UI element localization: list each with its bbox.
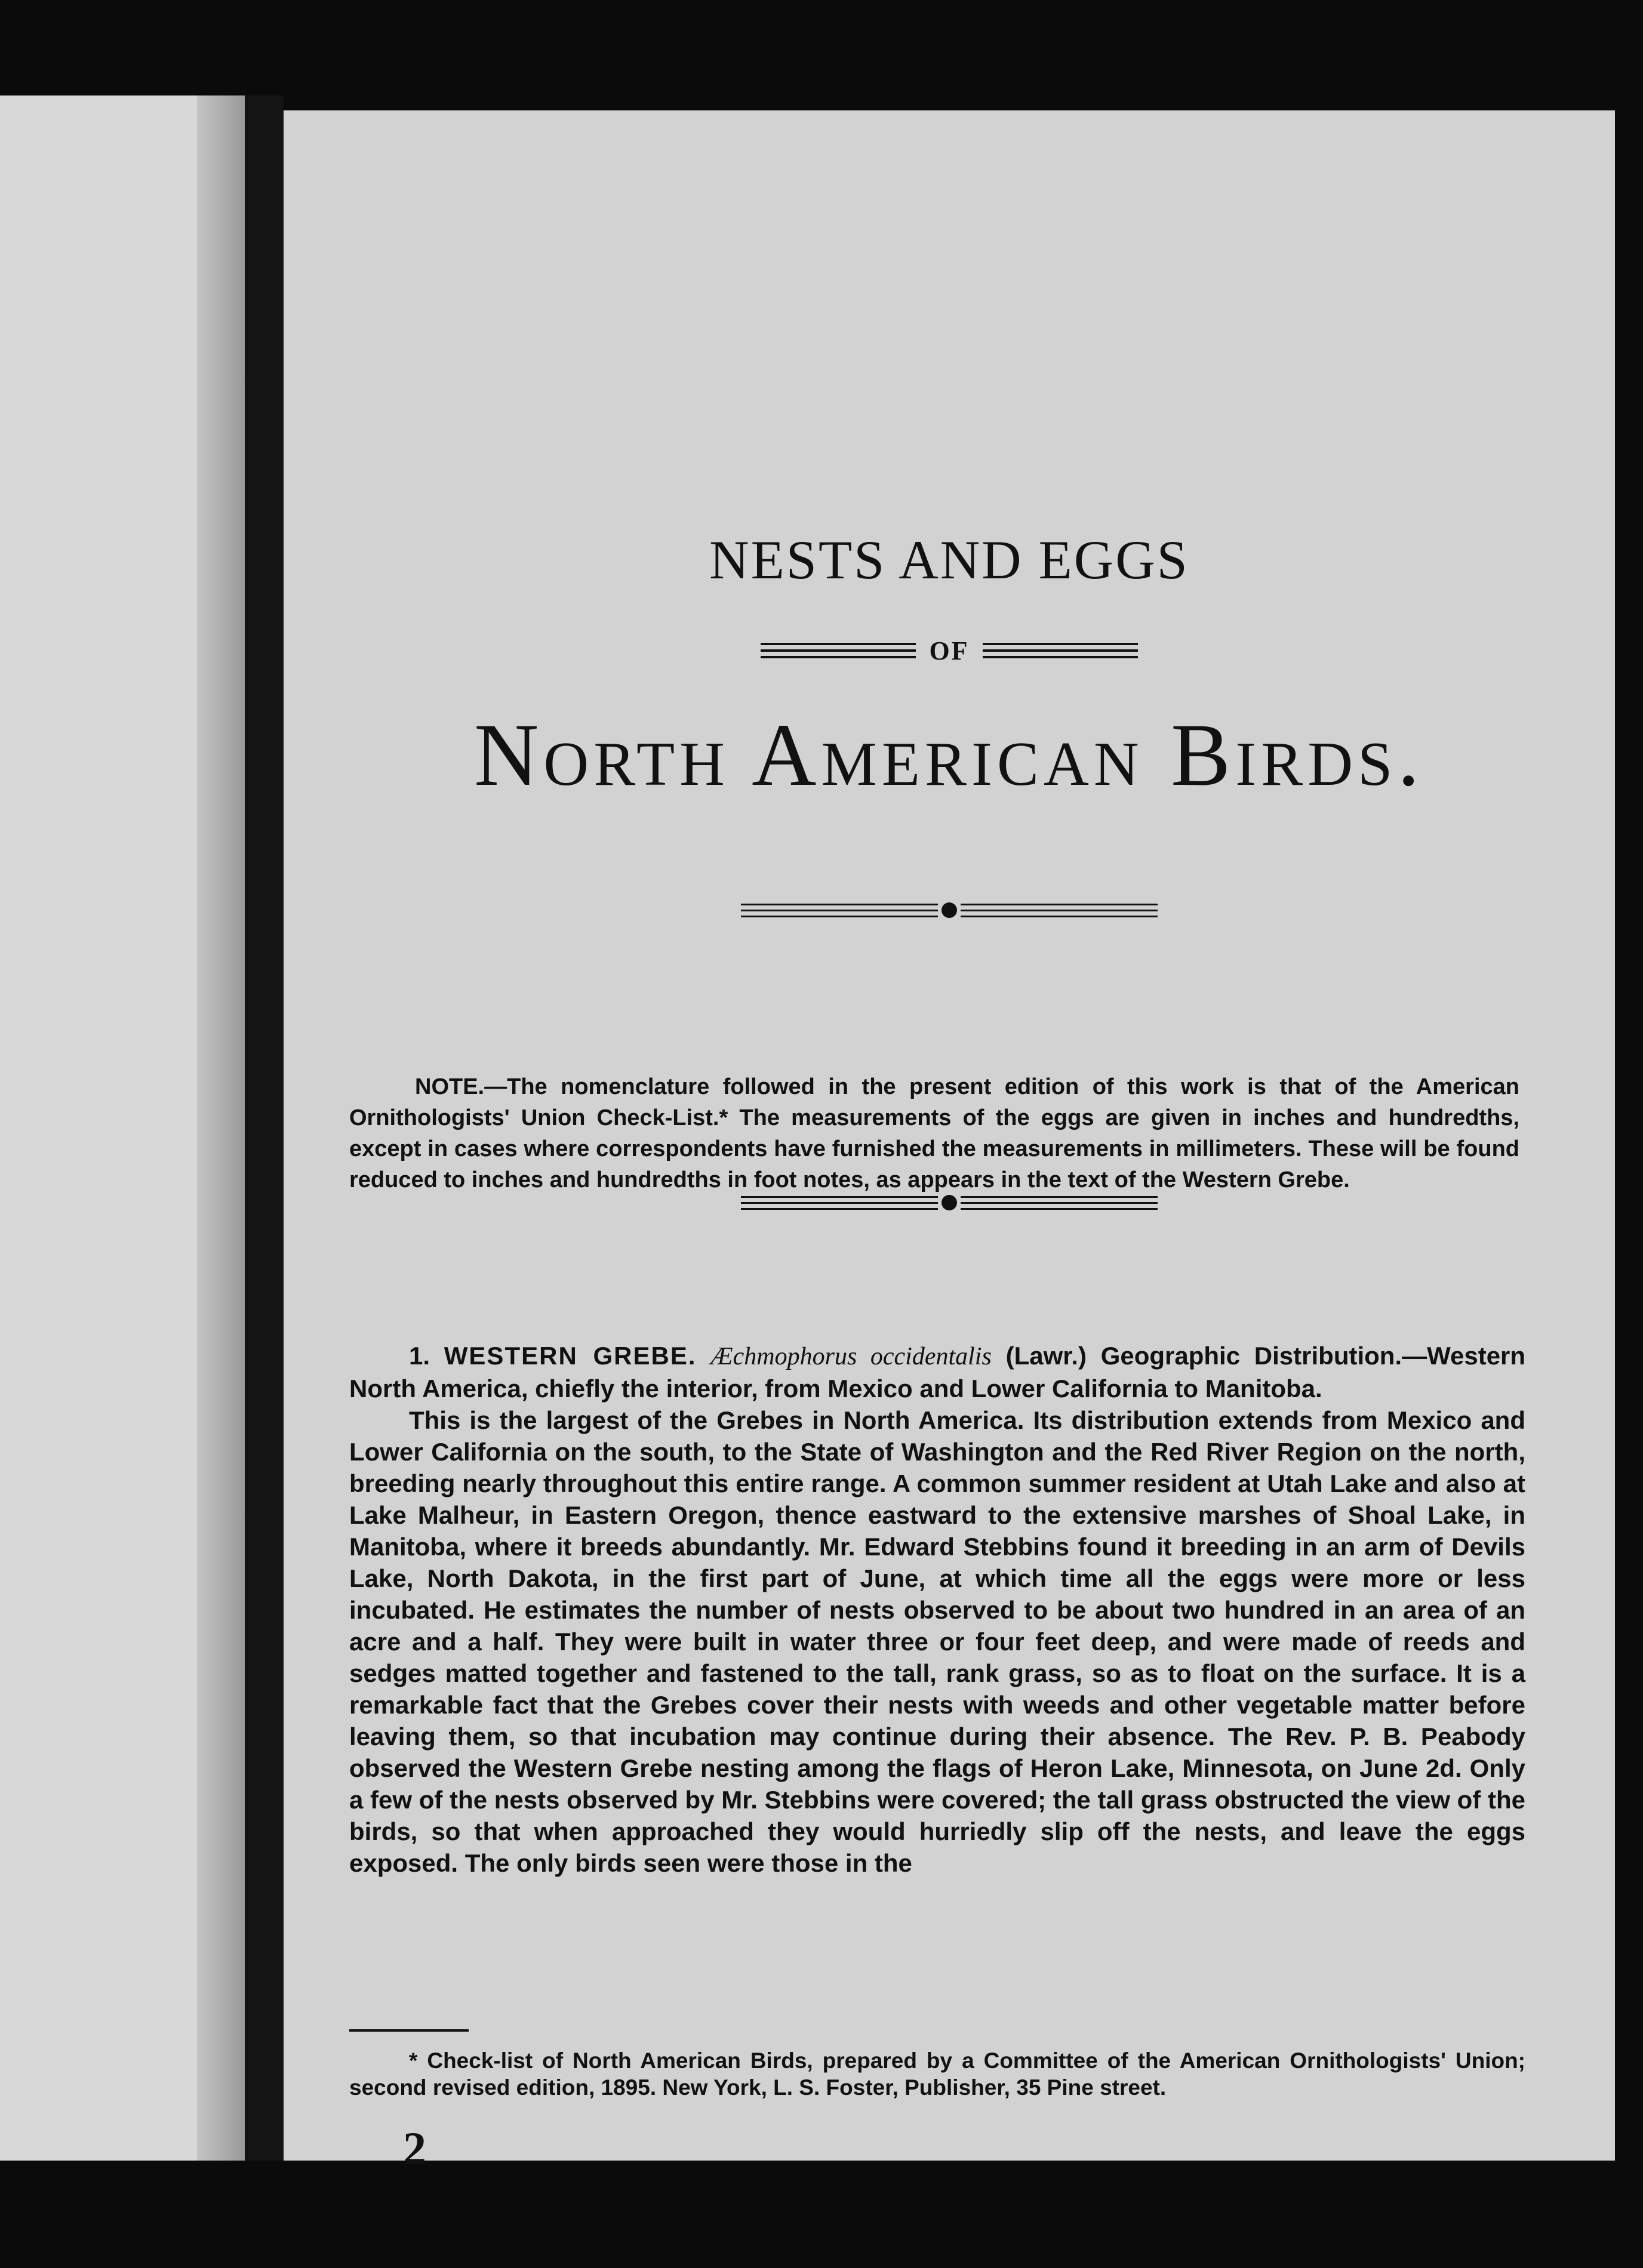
book-page bbox=[284, 110, 1615, 2174]
title-north-american-birds: North American Birds. bbox=[474, 705, 1424, 805]
entry-body: This is the largest of the Grebes in North America. Its distribution extends from Mexico and Lower California on the south, to the State of Washington and the Red River Region on the north, breeding nearly throughout this entire range. A common summer resident at Utah Lake and also at Lake Malheur, in Eastern Oregon, thence eastward to the extensive marshes of Shoal Lake, in Manitoba, where it breeds abundantly. Mr. Edward Stebbins found it breeding in an arm of Devils Lake, North Dakota, in the first part of June, at which time all the eggs were more or less incubated. He estimates the number of nests observed to be about two hundred in an area of an acre and a half. They were built in water three or four feet deep, and were made of reeds and sedges matted together and fastened to the tall, rank grass, so as to float on the surface. It is a remarkable fact that the Grebes cover their nests with weeds and other vegetable matter before leaving them, so that incubation may continue during their absence. The Rev. P. B. Peabody observed the Western Grebe nesting among the flags of Heron Lake, Minnesota, on June 2d. Only a few of the nests observed by Mr. Stebbins were covered; the tall grass obstructed the view of the birds, so that when approached they would hurriedly slip off the nests, and leave the eggs exposed. The only birds seen were those in the bbox=[349, 1406, 1525, 1877]
footnote-rule bbox=[349, 2029, 469, 2032]
signature-mark: 2 bbox=[403, 2122, 426, 2174]
entry-authority: (Lawr.) bbox=[1005, 1342, 1087, 1370]
species-entry-western-grebe bbox=[349, 1340, 1525, 1879]
divider-dot bbox=[942, 902, 957, 918]
note-text: —The nomenclature followed in the present edition of this work is that of the American Ornithologists' Union Check-List.* The measurements of the eggs are given in inches and hundredths, except in cases where correspondents have furnished the measurements in millimeters. These will be found reduced to inches and hundredths in foot notes, as appears in the text of the Western Grebe. bbox=[349, 1074, 1519, 1192]
entry-common-name: WESTERN GREBE. bbox=[444, 1342, 697, 1370]
note-label: NOTE. bbox=[415, 1074, 485, 1099]
entry-distribution: Geographic Distribution.—Western North America, chiefly the interior, from Mexico and Lower California to Manitoba. bbox=[349, 1342, 1526, 1403]
book-gutter bbox=[245, 95, 284, 2161]
title-nests-and-eggs: NESTS AND EGGS bbox=[709, 529, 1189, 590]
entry-heading bbox=[349, 1340, 1525, 1404]
divider-ornament-top bbox=[284, 895, 1615, 925]
divider-dot bbox=[942, 1195, 957, 1210]
entry-scientific-name: Æchmophorus occidentalis bbox=[710, 1343, 992, 1370]
footnote-checklist: * Check-list of North American Birds, prepared by a Committee of the American Ornithologists' Union; second revised edition, 1895. New York, L. S. Foster, Publisher, 35 Pine street. bbox=[349, 2048, 1525, 2100]
divider-ornament-bottom bbox=[284, 1188, 1615, 1218]
ornament-rule-right bbox=[983, 643, 1138, 658]
nomenclature-note bbox=[349, 1071, 1519, 1195]
title-of-ornament bbox=[284, 633, 1615, 668]
title-of: OF bbox=[929, 636, 970, 665]
facing-page-edge bbox=[197, 95, 245, 2161]
ornament-rule-left bbox=[761, 643, 916, 658]
entry-number: 1. bbox=[409, 1342, 430, 1370]
